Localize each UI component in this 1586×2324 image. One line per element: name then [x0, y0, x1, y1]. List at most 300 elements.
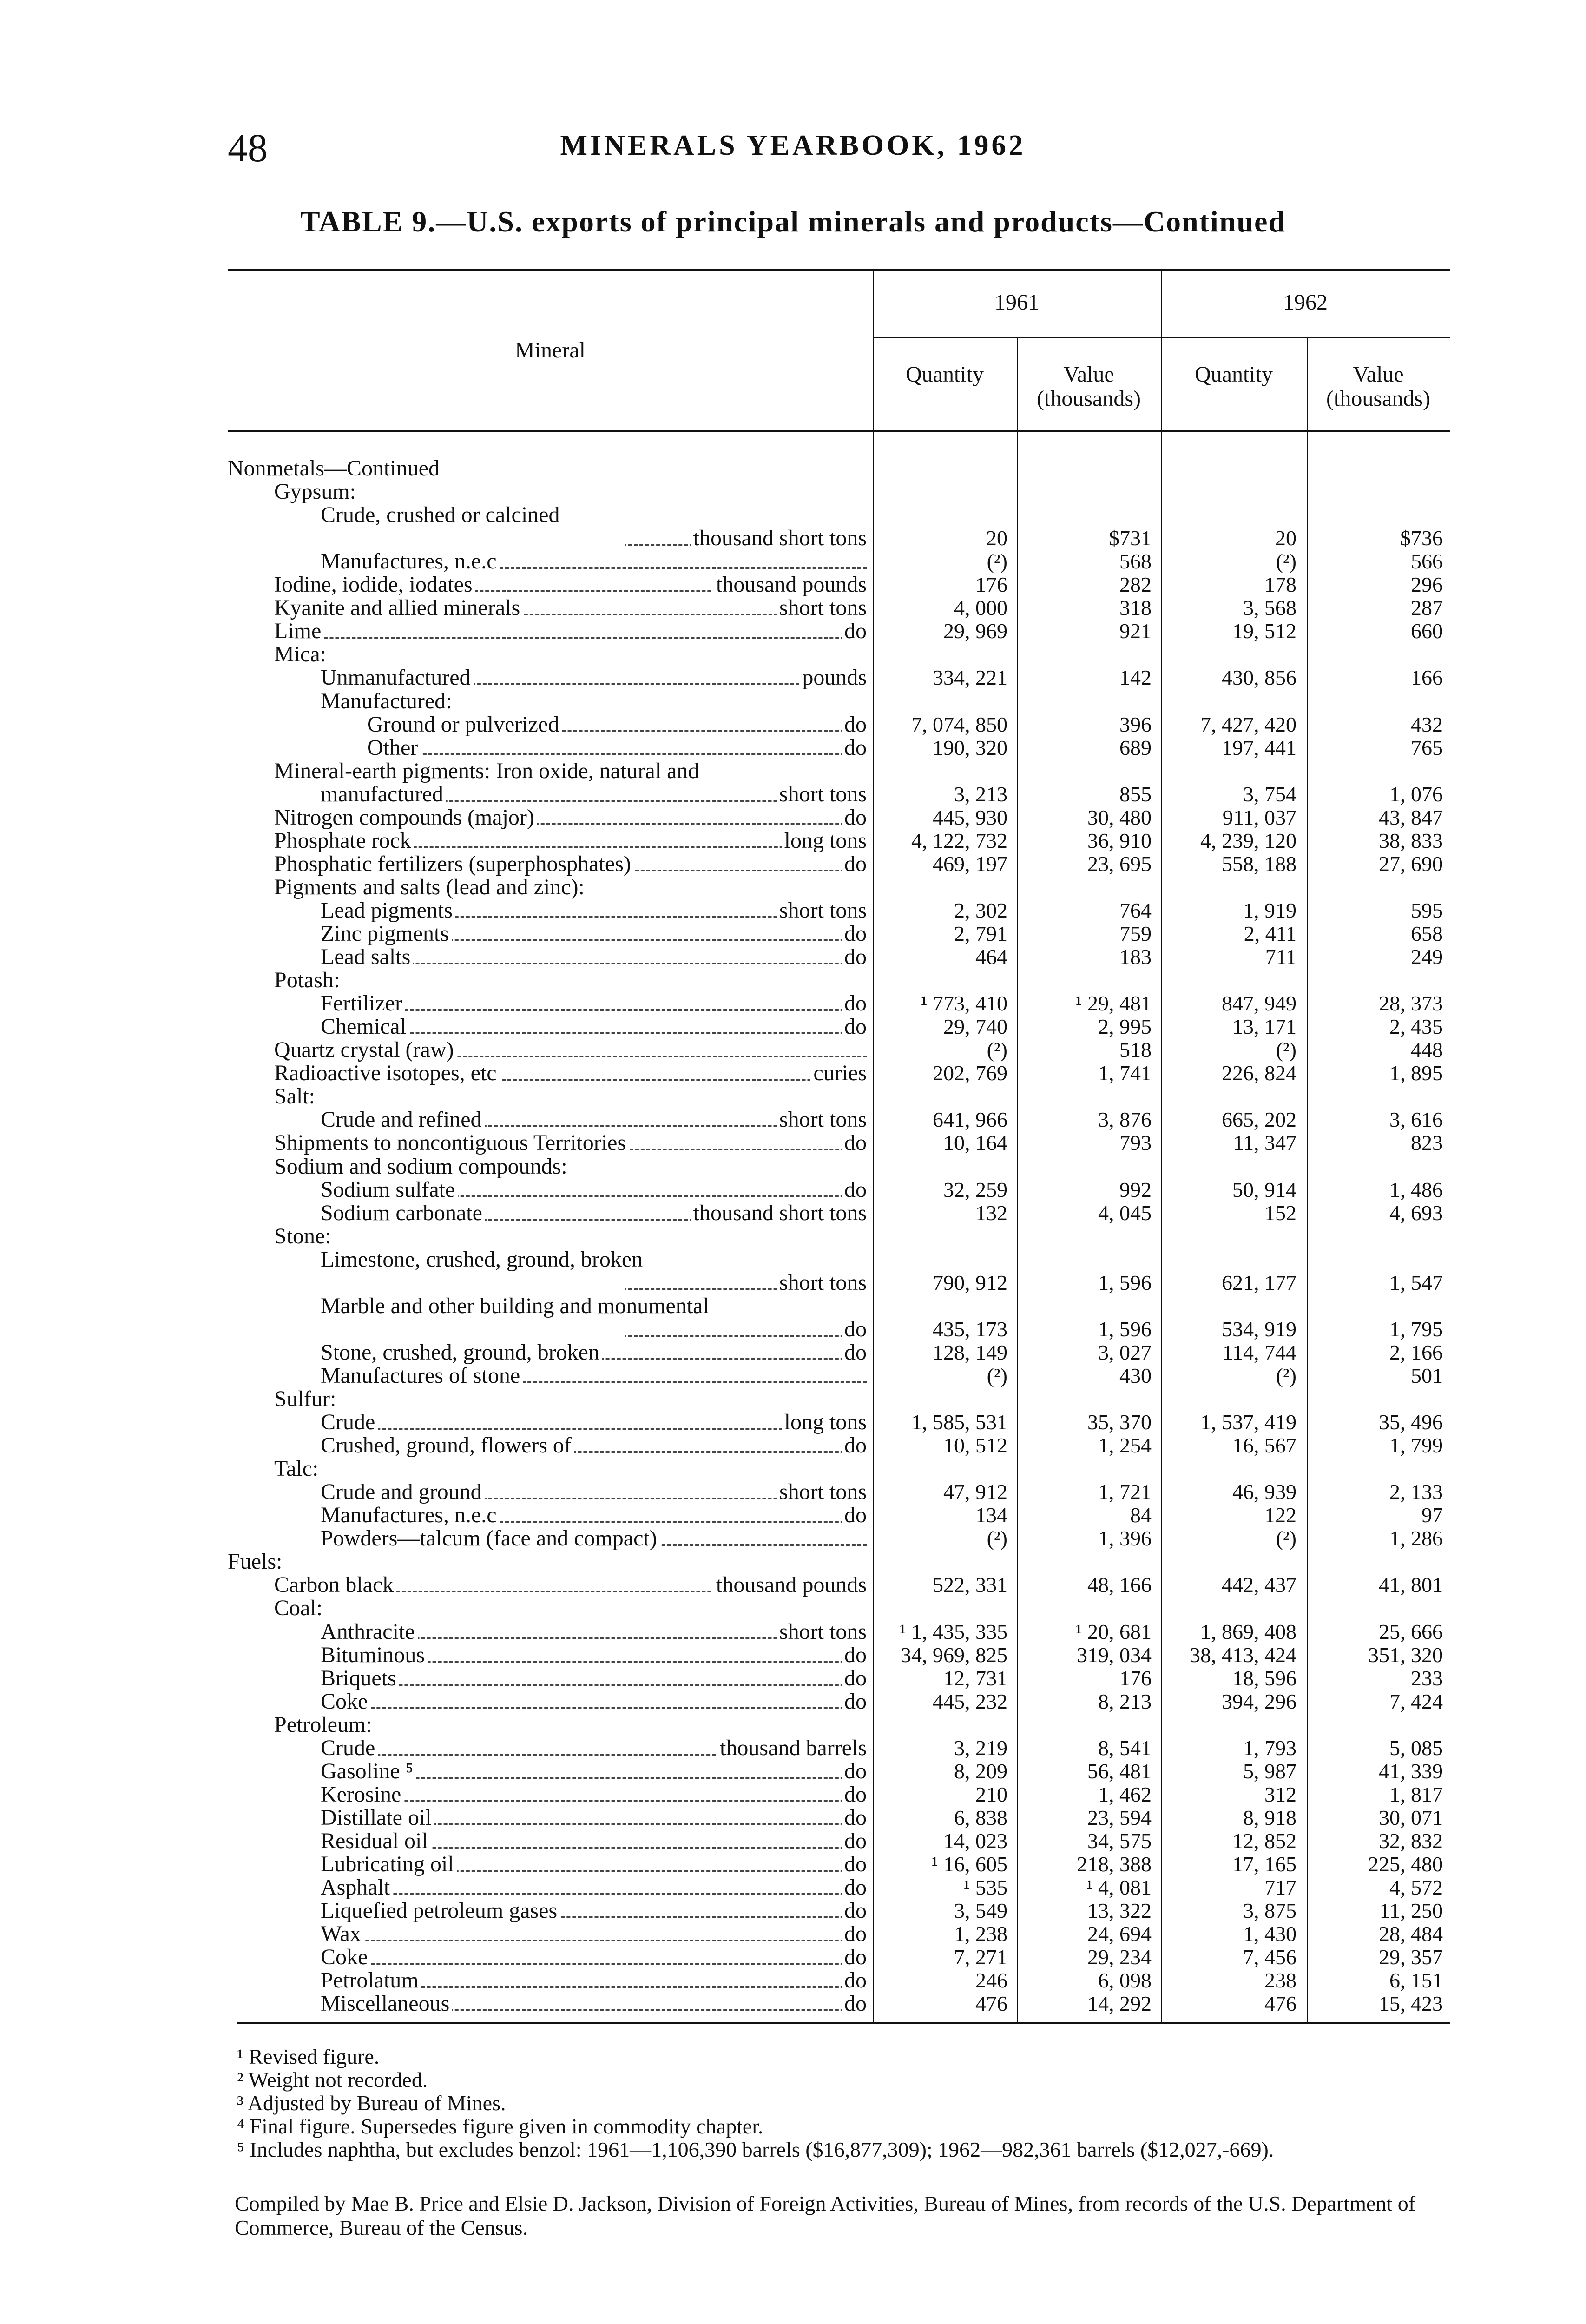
quantity-1962-cell: 717 [1264, 1875, 1296, 1900]
table-row [228, 1294, 1450, 1318]
value-1962-cell: 1, 895 [1389, 1061, 1443, 1085]
unit-label: pounds [799, 666, 867, 689]
row-label [321, 666, 867, 689]
unit-label: short tons [777, 783, 867, 806]
quantity-1961-cell: 522, 331 [933, 1573, 1007, 1597]
value-1962-cell: 432 [1411, 712, 1443, 736]
value-1961-cell: 1, 741 [1098, 1061, 1152, 1085]
row-label [274, 1387, 339, 1411]
unit-label: thousand pounds [713, 573, 867, 596]
value-1962-cell: 1, 547 [1389, 1270, 1443, 1294]
table-row [228, 759, 1450, 783]
row-label [321, 1922, 867, 1946]
mineral-name: Manufactures of stone [321, 1364, 523, 1387]
quantity-1962-cell: 178 [1264, 573, 1296, 597]
unit-label: long tons [782, 1411, 867, 1434]
mineral-name: Crude and ground [321, 1480, 485, 1504]
table-row [228, 1178, 1450, 1202]
table-row [228, 1550, 1450, 1573]
quantity-1961-cell: 476 [975, 1992, 1007, 2016]
row-label [274, 596, 867, 620]
table-row [228, 899, 1450, 922]
header-value-unit: (thousands) [1037, 386, 1141, 411]
row-label [321, 503, 562, 527]
quantity-1961-cell: (²) [987, 1038, 1007, 1062]
row-label [274, 1062, 867, 1085]
value-1962-cell: 7, 424 [1389, 1689, 1443, 1713]
value-1962-cell: 29, 357 [1379, 1945, 1443, 1969]
value-1961-cell: 183 [1119, 945, 1152, 969]
quantity-1962-cell: 17, 165 [1232, 1852, 1296, 1876]
quantity-1961-cell: ¹ 535 [963, 1875, 1007, 1900]
value-1961-cell: 396 [1119, 712, 1152, 736]
value-1961-cell: 34, 575 [1087, 1829, 1152, 1853]
header-value-unit: (thousands) [1326, 386, 1430, 411]
unit-label: do [842, 1690, 867, 1713]
unit-label: do [842, 992, 867, 1015]
quantity-1961-cell: 469, 197 [933, 852, 1007, 876]
quantity-1962-cell: 46, 939 [1232, 1480, 1296, 1504]
mineral-name: Crude [321, 1411, 378, 1434]
unit-label: short tons [777, 1271, 867, 1294]
table-row [228, 596, 1450, 620]
unit-label: short tons [777, 596, 867, 620]
table-row [228, 1480, 1450, 1504]
mineral-name: Iodine, iodide, iodates [274, 573, 475, 596]
table-row [228, 1667, 1450, 1690]
mineral-name [623, 527, 625, 550]
value-1962-cell: 1, 486 [1389, 1177, 1443, 1202]
unit-label: long tons [782, 829, 867, 852]
value-1962-cell: 765 [1411, 735, 1443, 759]
row-label [321, 1108, 867, 1131]
value-1962-cell: 28, 484 [1379, 1922, 1443, 1946]
quantity-1961-cell: 132 [975, 1201, 1007, 1225]
value-1962-cell: 27, 690 [1379, 852, 1443, 876]
quantity-1961-cell: 32, 259 [943, 1177, 1007, 1202]
table-row [228, 666, 1450, 689]
value-1962-cell: 30, 071 [1379, 1805, 1443, 1829]
table-row [228, 1573, 1450, 1597]
table-row [228, 1387, 1450, 1411]
value-1962-cell: 38, 833 [1379, 828, 1443, 852]
quantity-1961-cell: 7, 074, 850 [911, 712, 1007, 736]
unit-label: do [842, 1992, 867, 2015]
row-label [321, 1644, 867, 1667]
quantity-1962-cell: 558, 188 [1222, 852, 1296, 876]
row-label [321, 783, 867, 806]
table-row [228, 1946, 1450, 1969]
value-1962-cell: 43, 847 [1379, 805, 1443, 829]
mineral-name: Sodium and sodium compounds: [274, 1155, 570, 1178]
value-1961-cell: 568 [1119, 549, 1152, 574]
row-label [274, 1713, 375, 1736]
row-label [321, 1946, 867, 1969]
value-1961-cell: 176 [1119, 1666, 1152, 1690]
mineral-name: Wax [321, 1922, 364, 1946]
unit-label: curies [810, 1062, 867, 1085]
unit-label: thousand short tons [691, 527, 867, 550]
table-row [228, 806, 1450, 829]
table-row [228, 1108, 1450, 1131]
row-label [274, 806, 867, 829]
quantity-1962-cell: 312 [1264, 1782, 1296, 1806]
value-1962-cell: 6, 151 [1389, 1968, 1443, 1993]
table-row [228, 1597, 1450, 1620]
row-label [228, 1550, 285, 1573]
unit-label: thousand short tons [691, 1202, 867, 1225]
value-1962-cell: 11, 250 [1379, 1899, 1443, 1923]
value-1961-cell: 793 [1119, 1131, 1152, 1155]
quantity-1961-cell: 14, 023 [943, 1829, 1007, 1853]
row-label [321, 1341, 867, 1364]
value-1961-cell: ¹ 4, 081 [1086, 1875, 1152, 1900]
mineral-name [623, 1318, 625, 1341]
quantity-1962-cell: 442, 437 [1222, 1573, 1296, 1597]
value-1962-cell: 2, 166 [1389, 1340, 1443, 1364]
row-label [274, 1573, 867, 1597]
value-1962-cell: 351, 320 [1368, 1643, 1443, 1667]
footnote: ¹ Revised figure. [237, 2045, 380, 2068]
mineral-name: Manufactures, n.e.c [321, 1504, 500, 1527]
unit-label: do [842, 806, 867, 829]
unit-label: thousand pounds [713, 1573, 867, 1597]
row-label [274, 573, 867, 596]
value-1961-cell: 319, 034 [1077, 1643, 1152, 1667]
unit-label: do [842, 1899, 867, 1922]
mineral-name: Sulfur: [274, 1387, 339, 1411]
value-1962-cell: 1, 817 [1389, 1782, 1443, 1806]
row-label [367, 713, 867, 736]
table-row [228, 1155, 1450, 1178]
table-row [228, 1457, 1450, 1480]
mineral-name: Phosphatic fertilizers (superphosphates) [274, 852, 634, 876]
mineral-name: Anthracite [321, 1620, 418, 1644]
value-1961-cell: 1, 396 [1098, 1526, 1152, 1551]
unit-label: thousand barrels [717, 1736, 867, 1760]
value-1961-cell: 6, 098 [1098, 1968, 1152, 1993]
row-label [321, 550, 867, 573]
table-row [228, 1225, 1450, 1248]
value-1962-cell: $736 [1400, 526, 1443, 550]
mineral-name: Nonmetals—Continued [228, 457, 442, 480]
mineral-name: Sodium sulfate [321, 1178, 458, 1202]
quantity-1962-cell: 13, 171 [1232, 1015, 1296, 1039]
mineral-name: Manufactures, n.e.c [321, 550, 500, 573]
quantity-1962-cell: 8, 918 [1243, 1805, 1296, 1829]
header-value-label: Value [1063, 362, 1114, 387]
quantity-1961-cell: 134 [975, 1503, 1007, 1527]
row-label [274, 643, 329, 666]
table-row [228, 1853, 1450, 1876]
value-1962-cell: 660 [1411, 619, 1443, 643]
value-1962-cell: 296 [1411, 573, 1443, 597]
mineral-name: Marble and other building and monumental [321, 1294, 712, 1318]
table-row [228, 1876, 1450, 1899]
table-row [228, 480, 1450, 503]
table-row [228, 945, 1450, 969]
quantity-1961-cell: 334, 221 [933, 666, 1007, 690]
quantity-1961-cell: 3, 213 [954, 782, 1007, 806]
table-row [228, 876, 1450, 899]
mineral-name: Crude, crushed or calcined [321, 503, 562, 527]
row-label [321, 945, 867, 969]
quantity-1961-cell: 29, 969 [943, 619, 1007, 643]
unit-label: do [842, 713, 867, 736]
quantity-1962-cell: 4, 239, 120 [1200, 828, 1296, 852]
value-1961-cell: 855 [1119, 782, 1152, 806]
value-1962-cell: 2, 435 [1389, 1015, 1443, 1039]
value-1961-cell: 689 [1119, 735, 1152, 759]
mineral-name: Sodium carbonate [321, 1202, 485, 1225]
value-1961-cell: 2, 995 [1098, 1015, 1152, 1039]
quantity-1962-cell: 476 [1264, 1992, 1296, 2016]
value-1961-cell: 218, 388 [1077, 1852, 1152, 1876]
mineral-name: Potash: [274, 969, 342, 992]
header-value-label: Value [1353, 362, 1404, 387]
mineral-name: Ground or pulverized [367, 713, 562, 736]
quantity-1962-cell: 3, 568 [1243, 596, 1296, 620]
mineral-name: Fertilizer [321, 992, 405, 1015]
table-row [228, 457, 1450, 480]
quantity-1961-cell: 20 [986, 526, 1007, 550]
value-1962-cell: 658 [1411, 922, 1443, 945]
unit-label: do [842, 1829, 867, 1853]
quantity-1961-cell: 8, 209 [954, 1759, 1007, 1783]
row-label [274, 852, 867, 876]
value-1961-cell: 142 [1119, 666, 1152, 690]
mineral-name: Stone, crushed, ground, broken [321, 1341, 602, 1364]
header-year-1962: 1962 [1283, 290, 1328, 315]
value-1961-cell: 764 [1119, 898, 1152, 922]
value-1961-cell: 24, 694 [1087, 1922, 1152, 1946]
unit-label: do [842, 736, 867, 759]
value-1961-cell: 759 [1119, 922, 1152, 945]
value-1961-cell: 30, 480 [1087, 805, 1152, 829]
mineral-name: Briquets [321, 1667, 399, 1690]
value-1961-cell: ¹ 29, 481 [1075, 991, 1152, 1016]
mineral-name: Coke [321, 1946, 370, 1969]
table-row [228, 1806, 1450, 1829]
quantity-1962-cell: 1, 919 [1243, 898, 1296, 922]
unit-label: do [842, 1434, 867, 1457]
quantity-1962-cell: 1, 537, 419 [1200, 1410, 1296, 1434]
unit-label: do [842, 1876, 867, 1899]
mineral-name: Miscellaneous [321, 1992, 452, 2015]
table-row [228, 1969, 1450, 1992]
mineral-name: Bituminous [321, 1644, 428, 1667]
quantity-1962-cell: 50, 914 [1232, 1177, 1296, 1202]
row-label [321, 1760, 867, 1783]
page-number: 48 [228, 125, 268, 170]
quantity-1962-cell: 152 [1264, 1201, 1296, 1225]
table-row [228, 969, 1450, 992]
quantity-1962-cell: 3, 875 [1243, 1899, 1296, 1923]
mineral-name: Petrolatum [321, 1969, 421, 1992]
quantity-1961-cell: (²) [987, 549, 1007, 574]
quantity-1961-cell: 464 [975, 945, 1007, 969]
unit-label: do [842, 1806, 867, 1829]
quantity-1961-cell: (²) [987, 1526, 1007, 1551]
mineral-name: Fuels: [228, 1550, 285, 1573]
mineral-name: Gasoline ⁵ [321, 1760, 416, 1783]
row-label [274, 829, 867, 852]
quantity-1961-cell: 210 [975, 1782, 1007, 1806]
table-row [228, 1736, 1450, 1760]
quantity-1961-cell: 1, 238 [954, 1922, 1007, 1946]
row-label [321, 1364, 867, 1387]
value-1962-cell: 448 [1411, 1038, 1443, 1062]
quantity-1962-cell: 114, 744 [1222, 1340, 1296, 1364]
quantity-1961-cell: 641, 966 [933, 1108, 1007, 1132]
value-1961-cell: 1, 721 [1098, 1480, 1152, 1504]
quantity-1961-cell: 2, 302 [954, 898, 1007, 922]
table-row [228, 1899, 1450, 1922]
mineral-name: Distillate oil [321, 1806, 434, 1829]
quantity-1962-cell: 711 [1265, 945, 1296, 969]
table-row [228, 503, 1450, 527]
quantity-1961-cell: 4, 000 [954, 596, 1007, 620]
unit-label: do [842, 1667, 867, 1690]
quantity-1962-cell: 7, 427, 420 [1200, 712, 1296, 736]
mineral-name: manufactured [321, 783, 446, 806]
value-1961-cell: 282 [1119, 573, 1152, 597]
quantity-1961-cell: 12, 731 [943, 1666, 1007, 1690]
row-label [321, 1294, 712, 1318]
value-1962-cell: 32, 832 [1379, 1829, 1443, 1853]
table-row [228, 550, 1450, 573]
row-label [274, 1038, 867, 1062]
quantity-1962-cell: 197, 441 [1222, 735, 1296, 759]
value-1962-cell: 15, 423 [1379, 1992, 1443, 2016]
quantity-1962-cell: 1, 430 [1243, 1922, 1296, 1946]
row-label [321, 1504, 867, 1527]
row-label [274, 1225, 334, 1248]
quantity-1962-cell: 3, 754 [1243, 782, 1296, 806]
value-1961-cell: 921 [1119, 619, 1152, 643]
value-1962-cell: 28, 373 [1379, 991, 1443, 1016]
row-label [274, 1597, 325, 1620]
quantity-1961-cell: ¹ 1, 435, 335 [899, 1619, 1007, 1644]
mineral-name: Lime [274, 620, 324, 643]
mineral-name: Coal: [274, 1597, 325, 1620]
unit-label: short tons [777, 1480, 867, 1504]
quantity-1962-cell: (²) [1276, 1363, 1296, 1387]
value-1962-cell: 2, 133 [1389, 1480, 1443, 1504]
table-row [228, 1690, 1450, 1713]
mineral-name: Shipments to noncontiguous Territories [274, 1131, 629, 1155]
header-mineral: Mineral [515, 338, 586, 363]
unit-label: do [842, 1783, 867, 1806]
value-1962-cell: 25, 666 [1379, 1619, 1443, 1644]
row-label [321, 922, 867, 945]
value-1962-cell: 97 [1421, 1503, 1443, 1527]
quantity-1961-cell: 10, 164 [943, 1131, 1007, 1155]
quantity-1961-cell: 47, 912 [943, 1480, 1007, 1504]
table-row [228, 1341, 1450, 1364]
mineral-name: Zinc pigments [321, 922, 452, 945]
row-label [321, 1202, 867, 1225]
quantity-1961-cell: (²) [987, 1363, 1007, 1387]
row-label [321, 1667, 867, 1690]
quantity-1962-cell: (²) [1276, 549, 1296, 574]
table-row [228, 1131, 1450, 1155]
row-label [274, 876, 587, 899]
row-label [321, 1736, 867, 1760]
table-row [228, 1411, 1450, 1434]
table-row [228, 1062, 1450, 1085]
mineral-name: Mica: [274, 643, 329, 666]
value-1961-cell: 8, 541 [1098, 1736, 1152, 1760]
quantity-1962-cell: 394, 296 [1222, 1689, 1296, 1713]
row-label [321, 1248, 645, 1271]
row-label [321, 1620, 867, 1644]
row-label [321, 1015, 867, 1038]
value-1961-cell: 35, 370 [1087, 1410, 1152, 1434]
unit-label: do [842, 1504, 867, 1527]
quantity-1962-cell: 12, 852 [1232, 1829, 1296, 1853]
value-1961-cell: 4, 045 [1098, 1201, 1152, 1225]
row-label [321, 1992, 867, 2015]
quantity-1962-cell: 122 [1264, 1503, 1296, 1527]
value-1962-cell: 1, 286 [1389, 1526, 1443, 1551]
quantity-1961-cell: 790, 912 [933, 1270, 1007, 1294]
unit-label: do [842, 922, 867, 945]
row-label [623, 1271, 867, 1294]
row-label [321, 1899, 867, 1922]
value-1961-cell: 13, 322 [1087, 1899, 1152, 1923]
row-label [274, 620, 867, 643]
mineral-name: Unmanufactured [321, 666, 474, 689]
unit-label: do [842, 1969, 867, 1992]
quantity-1962-cell: 38, 413, 424 [1190, 1643, 1296, 1667]
footnote: ³ Adjusted by Bureau of Mines. [237, 2091, 506, 2115]
table-row [228, 1829, 1450, 1853]
table-row [228, 1202, 1450, 1225]
value-1961-cell: 1, 462 [1098, 1782, 1152, 1806]
mineral-name: Residual oil [321, 1829, 431, 1853]
row-label [321, 1969, 867, 1992]
mineral-name: Lead salts [321, 945, 413, 969]
quantity-1962-cell: 238 [1264, 1968, 1296, 1993]
row-label [321, 1876, 867, 1899]
row-label [321, 1527, 867, 1550]
row-label [321, 1434, 867, 1457]
row-label [274, 759, 702, 783]
quantity-1962-cell: 1, 869, 408 [1200, 1619, 1296, 1644]
mineral-name: Asphalt [321, 1876, 393, 1899]
running-head: MINERALS YEARBOOK, 1962 [560, 130, 1026, 161]
mineral-name: Kyanite and allied minerals [274, 596, 523, 620]
mineral-name: Phosphate rock [274, 829, 414, 852]
value-1961-cell: 518 [1119, 1038, 1152, 1062]
quantity-1962-cell: 2, 411 [1244, 922, 1296, 945]
value-1962-cell: 287 [1411, 596, 1443, 620]
header-year-1961: 1961 [994, 290, 1039, 315]
quantity-1962-cell: 5, 987 [1243, 1759, 1296, 1783]
quantity-1961-cell: 445, 232 [933, 1689, 1007, 1713]
value-1961-cell: 48, 166 [1087, 1573, 1152, 1597]
mineral-name: Quartz crystal (raw) [274, 1038, 456, 1062]
mineral-name: Limestone, crushed, ground, broken [321, 1248, 645, 1271]
quantity-1962-cell: 18, 596 [1232, 1666, 1296, 1690]
row-label [321, 690, 455, 713]
table-row [228, 1783, 1450, 1806]
unit-label: do [842, 1178, 867, 1202]
header-value-1961 [1017, 363, 1161, 411]
row-label [321, 899, 867, 922]
value-1962-cell: 41, 339 [1379, 1759, 1443, 1783]
